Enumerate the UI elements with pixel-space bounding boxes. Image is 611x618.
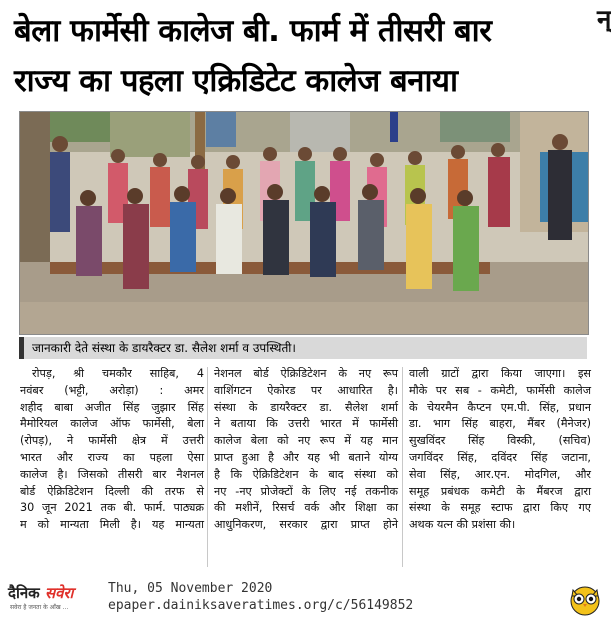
headline	[14, 6, 596, 106]
epaper-url[interactable]: epaper.dainiksaveratimes.org/c/56149852	[108, 598, 414, 613]
article-line: आधुनिकरण, सरकार द्वारा प्राप्त होने	[214, 518, 398, 532]
photo-caption: जानकारी देते संस्था के डायरैक्टर डा. सैलेश शर्मा व उपस्थिती।	[19, 337, 587, 359]
brand-name-part-2: सवेरा	[44, 584, 74, 602]
article-line: कालेज बेला को नए रूप में यह मान	[214, 434, 398, 448]
article-line: सेवा सिंह, आर.एन. मोदगिल, और	[409, 467, 591, 481]
article-line: मैमोरियल कालेज ऑफ फार्मेसी, बेला	[20, 417, 204, 431]
article-line: वाशिंगटन ऐकोरड पर आधारित है।	[214, 383, 398, 397]
article-line: है कि ऐक्रिडिटेशन के बाद संस्था को	[214, 467, 398, 481]
article-line: प्राप्त हुआ है और यह भी बताने योग्य	[214, 450, 398, 464]
article-line: 30 जून 2021 तक बी. फार्म. पाठ्यक्र	[20, 501, 204, 515]
headline-line-2: राज्य का पहला एक्रिडिटेट कालेज बनाया	[14, 63, 458, 99]
brand-tagline: सवेरा है जनता के आँख ...	[10, 604, 69, 611]
epaper-footer	[0, 578, 609, 618]
column-divider	[402, 367, 403, 567]
article-line: कालेज है। जिसको तीसरी बार नैशनल	[20, 467, 204, 481]
article-line: के चेयरमैन कैप्टन एम.पी. सिंह, प्रधान	[409, 400, 591, 414]
article-line: डा. भाग सिंह बाहरा, मैंबर (मैनेजर)	[409, 417, 591, 431]
article-column-2	[214, 366, 398, 574]
article-line: संस्था के डायरैक्टर डा. सैलेश शर्मा	[214, 400, 398, 414]
article-line: जगविंदर सिंह, दविंदर सिंह जटाना,	[409, 450, 591, 464]
article-line: मौके पर सब - कमेटी, फार्मेसी कालेज	[409, 383, 591, 397]
article-line: बोर्ड ऐक्रिडिटेशन दिल्ली की तरफ से	[20, 484, 204, 498]
article-line: वाली ग्राटों द्वारा किया जाएगा। इस	[409, 367, 591, 380]
article-column-3	[409, 366, 591, 574]
edition-date: Thu, 05 November 2020	[108, 581, 273, 596]
article-column-1	[20, 366, 204, 574]
article-line: की मशीनें, रिसर्च वर्क और शिक्षा का	[214, 501, 398, 515]
article-line: अथक यत्न की प्रशंसा की।	[409, 518, 516, 532]
group-photo-icon	[20, 112, 588, 334]
article-line: रोपड़, श्री चमकौर साहिब, 4	[32, 367, 204, 380]
article-line: शहीद बाबा अजीत सिंह जुझार सिंह	[20, 400, 204, 414]
column-divider	[207, 367, 208, 567]
article-line: भारत और राज्य का पहला ऐसा	[20, 450, 204, 464]
adjacent-article-edge: न्	[597, 5, 611, 35]
brand-name-part-1: दैनिक	[8, 584, 40, 602]
owl-mascot-icon	[568, 582, 602, 616]
article-line: सुखविंदर सिंह विस्की, (सचिव)	[409, 434, 591, 448]
edition-meta	[108, 580, 413, 614]
headline-line-1: बेला फार्मेसी कालेज बी. फार्म में तीसरी बार	[14, 13, 492, 49]
brand-name	[8, 584, 73, 602]
article-line: नेशनल बोर्ड ऐक्रिडिटेशन के नए रूप	[214, 367, 398, 380]
article-line: समूह प्रबंधक कमेटी के मैंबरज द्वारा	[409, 484, 591, 498]
article-line: (रोपड़), ने फार्मेसी क्षेत्र में उत्तरी	[20, 434, 204, 448]
article-line: नए -नए प्रोजेक्टों के लिए नई तकनीक	[214, 484, 398, 498]
article-line: संस्था के समूह स्टाफ द्वारा किए गए	[409, 501, 591, 515]
article-line: ने बताया कि उत्तरी भारत में फार्मेसी	[214, 417, 398, 431]
news-photo	[19, 111, 589, 335]
brand-logo[interactable]	[8, 584, 96, 614]
article-line: म को मान्यता मिली है। यह मान्यता	[20, 518, 204, 532]
article-line: नवंबर (भट्टी, अरोड़ा) : अमर	[20, 383, 204, 397]
